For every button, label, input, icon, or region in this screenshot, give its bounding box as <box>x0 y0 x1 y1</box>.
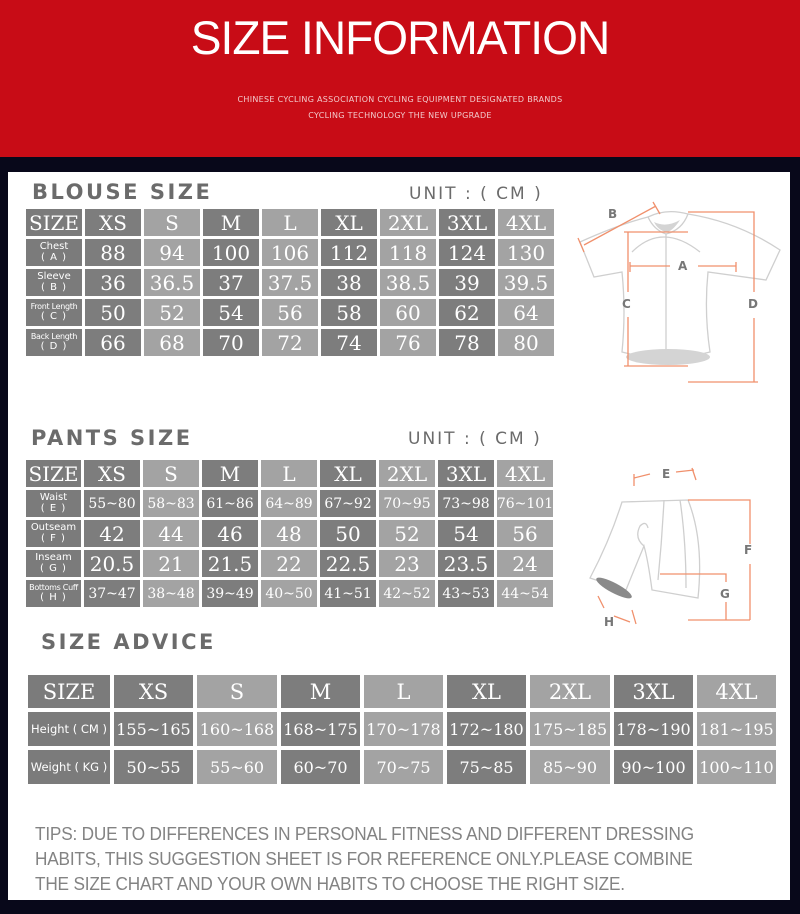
advice-size-header-s: S <box>197 675 277 708</box>
advice-size-header-l: L <box>364 675 443 708</box>
row-header-chest <box>26 239 82 266</box>
shorts-diagram <box>580 440 780 629</box>
table-cell: 80 <box>498 329 554 356</box>
table-cell: 58 <box>321 299 377 326</box>
table-cell: 42~52 <box>379 580 435 607</box>
table-cell: 70 <box>203 329 259 356</box>
row-header-front-length <box>26 299 82 326</box>
tips-line1: TIPS: DUE TO DIFFERENCES IN PERSONAL FITNESS AND DIFFERENT DRESSING <box>35 823 694 844</box>
row-header-name: Inseam <box>35 552 72 563</box>
table-cell: 36.5 <box>144 269 200 296</box>
advice-size-header-4xl: 4XL <box>697 675 776 708</box>
size-header-corner: SIZE <box>26 209 82 236</box>
advice-cell: 75~85 <box>447 750 526 784</box>
size-header-4xl: 4XL <box>497 460 553 487</box>
table-cell: 78 <box>439 329 495 356</box>
size-header-l: L <box>261 460 317 487</box>
table-cell: 36 <box>85 269 141 296</box>
table-cell: 76 <box>380 329 436 356</box>
row-header-name: Back Length <box>30 332 78 341</box>
table-cell: 52 <box>379 520 435 547</box>
size-header-m: M <box>202 460 258 487</box>
banner-subtitle-line1: CHINESE CYCLING ASSOCIATION CYCLING EQUIPMENT DESIGNATED BRANDS <box>237 95 563 104</box>
table-cell: 64 <box>498 299 554 326</box>
size-header-2xl: 2XL <box>379 460 435 487</box>
advice-cell: 60~70 <box>281 750 360 784</box>
table-cell: 54 <box>438 520 494 547</box>
advice-cell: 172~180 <box>447 712 526 746</box>
table-cell: 52 <box>144 299 200 326</box>
table-cell: 124 <box>439 239 495 266</box>
table-cell: 106 <box>262 239 318 266</box>
advice-cell: 178~190 <box>614 712 693 746</box>
advice-cell: 85~90 <box>530 750 610 784</box>
table-cell: 38 <box>321 269 377 296</box>
table-cell: 76~101 <box>497 490 553 517</box>
table-cell: 61~86 <box>202 490 258 517</box>
row-header-name: Sleeve <box>37 271 71 282</box>
advice-size-header-m: M <box>281 675 360 708</box>
table-cell: 112 <box>321 239 377 266</box>
table-cell: 56 <box>497 520 553 547</box>
page-title: SIZE INFORMATION <box>190 11 610 64</box>
size-header-xl: XL <box>321 209 377 236</box>
row-header-letter: ( C ) <box>40 311 68 322</box>
advice-cell: 181~195 <box>697 712 776 746</box>
table-cell: 38.5 <box>380 269 436 296</box>
size-header-3xl: 3XL <box>439 209 495 236</box>
row-header-waist <box>26 490 81 517</box>
table-cell: 66 <box>85 329 141 356</box>
table-cell: 88 <box>85 239 141 266</box>
advice-cell: 160~168 <box>197 712 277 746</box>
size-header-m: M <box>203 209 259 236</box>
table-cell: 39~49 <box>202 580 258 607</box>
table-cell: 118 <box>380 239 436 266</box>
table-cell: 54 <box>203 299 259 326</box>
table-cell: 37~47 <box>84 580 140 607</box>
advice-size-header-xl: XL <box>447 675 526 708</box>
table-cell: 60 <box>380 299 436 326</box>
blouse-unit-label: UNIT : ( CM ) <box>409 184 543 204</box>
table-cell: 130 <box>498 239 554 266</box>
table-cell: 94 <box>144 239 200 266</box>
table-cell: 100 <box>203 239 259 266</box>
table-cell: 67~92 <box>320 490 376 517</box>
advice-section-title: SIZE ADVICE <box>41 630 216 654</box>
label-g: G <box>720 587 730 601</box>
table-cell: 56 <box>262 299 318 326</box>
table-cell: 39.5 <box>498 269 554 296</box>
size-header-xl: XL <box>320 460 376 487</box>
table-cell: 22 <box>261 550 317 577</box>
pants-unit-label: UNIT : ( CM ) <box>408 429 542 449</box>
pants-size-table <box>26 460 553 607</box>
table-cell: 48 <box>261 520 317 547</box>
label-e: E <box>662 467 671 481</box>
table-cell: 23 <box>379 550 435 577</box>
table-cell: 22.5 <box>320 550 376 577</box>
advice-cell: 100~110 <box>697 750 776 784</box>
banner-subtitle-line2: CYCLING TECHNOLOGY THE NEW UPGRADE <box>308 111 492 120</box>
row-header-letter: ( A ) <box>40 252 67 263</box>
table-cell: 21.5 <box>202 550 258 577</box>
header-banner <box>0 0 800 157</box>
row-header-sleeve <box>26 269 82 296</box>
advice-cell: 170~178 <box>364 712 443 746</box>
table-cell: 23.5 <box>438 550 494 577</box>
table-cell: 64~89 <box>261 490 317 517</box>
advice-cell: 155~165 <box>114 712 193 746</box>
label-a: A <box>678 259 688 273</box>
table-cell: 73~98 <box>438 490 494 517</box>
advice-row-header: Weight ( KG ) <box>28 750 110 784</box>
row-header-name: Waist <box>39 492 68 503</box>
table-cell: 72 <box>262 329 318 356</box>
table-cell: 58~83 <box>143 490 199 517</box>
jersey-diagram <box>570 192 785 372</box>
advice-cell: 90~100 <box>614 750 693 784</box>
label-h: H <box>604 615 615 629</box>
table-cell: 55~80 <box>84 490 140 517</box>
row-header-name: Chest <box>39 241 69 252</box>
row-header-outseam <box>26 520 81 547</box>
row-header-letter: ( F ) <box>41 533 66 544</box>
blouse-size-table <box>26 209 554 356</box>
blouse-section-title: BLOUSE SIZE <box>32 180 213 204</box>
row-header-back-length <box>26 329 82 356</box>
table-cell: 44~54 <box>497 580 553 607</box>
table-cell: 38~48 <box>143 580 199 607</box>
advice-cell: 168~175 <box>281 712 360 746</box>
size-header-corner: SIZE <box>28 675 110 708</box>
table-cell: 50 <box>320 520 376 547</box>
row-header-letter: ( G ) <box>40 563 67 574</box>
table-cell: 39 <box>439 269 495 296</box>
advice-cell: 175~185 <box>530 712 610 746</box>
advice-cell: 50~55 <box>114 750 193 784</box>
row-header-letter: ( B ) <box>40 282 68 293</box>
size-header-s: S <box>143 460 199 487</box>
row-header-inseam <box>26 550 81 577</box>
row-header-name: Front Length <box>30 302 78 311</box>
size-header-2xl: 2XL <box>380 209 436 236</box>
table-cell: 43~53 <box>438 580 494 607</box>
table-cell: 62 <box>439 299 495 326</box>
row-header-name: Outseam <box>30 522 77 533</box>
table-cell: 42 <box>84 520 140 547</box>
label-f: F <box>744 543 753 557</box>
advice-row-header: Height ( CM ) <box>28 712 110 746</box>
pants-section-title: PANTS SIZE <box>31 426 193 450</box>
tips-line2: HABITS, THIS SUGGESTION SHEET IS FOR REFERENCE ONLY.PLEASE COMBINE <box>35 848 693 869</box>
table-cell: 21 <box>143 550 199 577</box>
table-cell: 44 <box>143 520 199 547</box>
label-c: C <box>622 297 631 311</box>
size-header-s: S <box>144 209 200 236</box>
table-cell: 46 <box>202 520 258 547</box>
label-d: D <box>748 297 758 311</box>
table-cell: 40~50 <box>261 580 317 607</box>
advice-size-header-2xl: 2XL <box>530 675 610 708</box>
size-header-corner: SIZE <box>26 460 81 487</box>
advice-size-header-xs: XS <box>114 675 193 708</box>
row-header-letter: ( D ) <box>40 341 68 352</box>
size-header-3xl: 3XL <box>438 460 494 487</box>
table-cell: 24 <box>497 550 553 577</box>
advice-size-header-3xl: 3XL <box>614 675 693 708</box>
size-header-xs: XS <box>84 460 140 487</box>
table-cell: 41~51 <box>320 580 376 607</box>
table-cell: 37.5 <box>262 269 318 296</box>
shorts-outline-icon <box>580 440 780 629</box>
row-header-bottoms-cuff <box>26 580 81 607</box>
jersey-outline-icon <box>570 192 785 372</box>
table-cell: 74 <box>321 329 377 356</box>
size-header-xs: XS <box>85 209 141 236</box>
table-cell: 70~95 <box>379 490 435 517</box>
tips-line3: THE SIZE CHART AND YOUR OWN HABITS TO CHOOSE THE RIGHT SIZE. <box>35 873 625 894</box>
table-cell: 50 <box>85 299 141 326</box>
size-advice-table <box>28 675 776 784</box>
row-header-letter: ( H ) <box>40 592 67 603</box>
row-header-name: Bottoms Cuff <box>29 583 78 592</box>
size-header-l: L <box>262 209 318 236</box>
size-header-4xl: 4XL <box>498 209 554 236</box>
row-header-letter: ( E ) <box>40 503 67 514</box>
label-b: B <box>608 207 618 221</box>
table-cell: 37 <box>203 269 259 296</box>
tips-text <box>35 821 723 896</box>
table-cell: 20.5 <box>84 550 140 577</box>
advice-cell: 70~75 <box>364 750 443 784</box>
table-cell: 68 <box>144 329 200 356</box>
advice-cell: 55~60 <box>197 750 277 784</box>
